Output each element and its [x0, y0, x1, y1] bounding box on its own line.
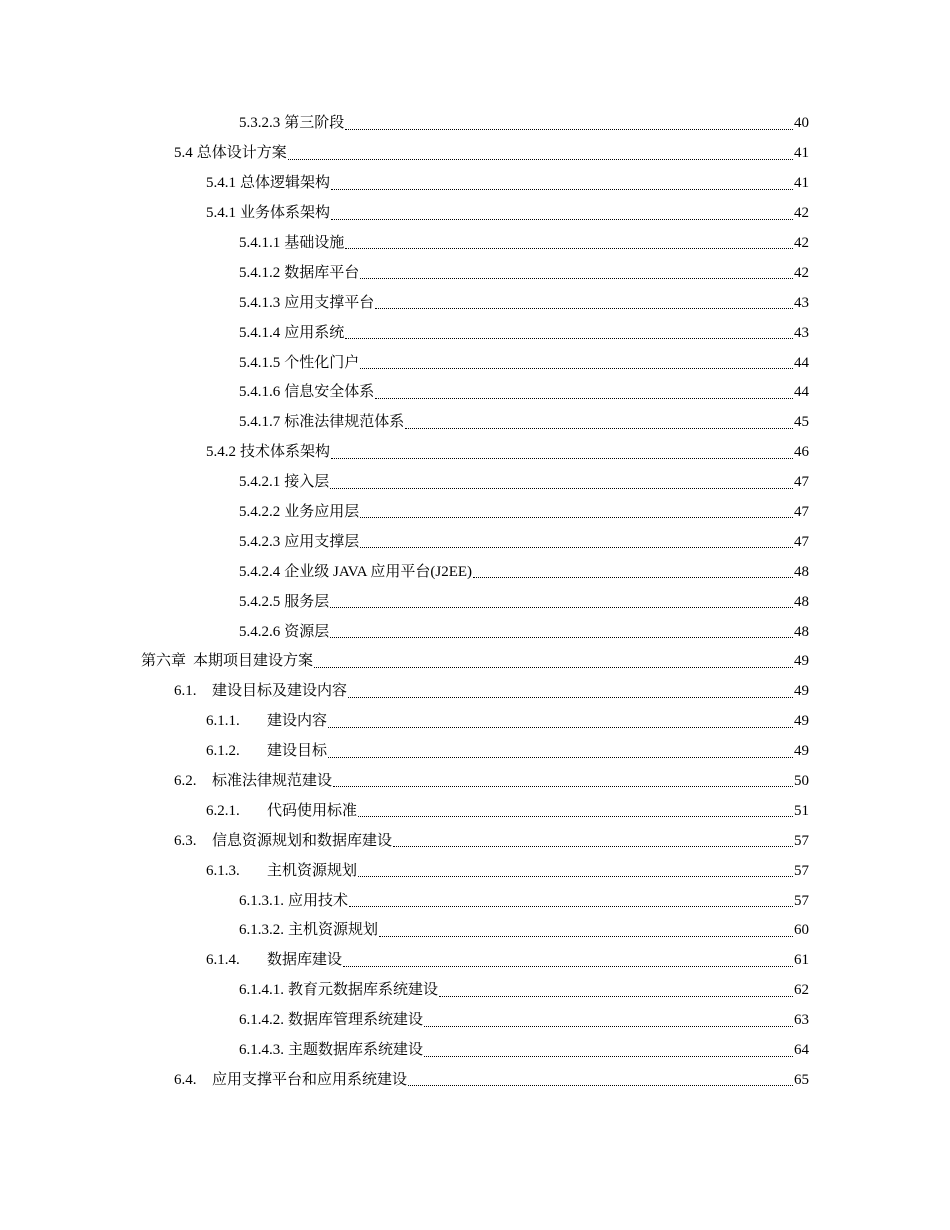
dot-leader [331, 218, 793, 220]
toc-entry-page-number: 49 [794, 743, 809, 760]
toc-entry-title: 应用系统 [284, 324, 345, 341]
toc-entry-page-number: 65 [794, 1071, 809, 1088]
toc-entry-title: 信息资源规划和数据库建设 [212, 832, 393, 849]
toc-entry[interactable] [0, 796, 950, 826]
toc-entry-title: 主机资源规划 [267, 862, 358, 879]
toc-entry[interactable] [0, 169, 950, 199]
toc-entry-page-number: 44 [794, 384, 809, 401]
toc-entry-title: 建设内容 [267, 713, 328, 730]
toc-entry-title: 数据库建设 [267, 952, 343, 969]
toc-entry-page-number: 57 [794, 892, 809, 909]
toc-entry-page-number: 42 [794, 264, 809, 281]
toc-entry-title: 标准法律规范建设 [212, 773, 333, 790]
dot-leader [348, 696, 793, 698]
toc-entry-title: 数据库管理系统建设 [288, 1012, 424, 1029]
dot-leader [379, 935, 793, 937]
toc-entry-number: 5.3.2.3 [239, 115, 281, 132]
dot-leader [424, 1055, 793, 1057]
toc-entry-number: 5.4.2.2 [239, 504, 281, 521]
toc-entry-number: 5.4.1.7 [239, 414, 281, 431]
toc-entry-title: 总体逻辑架构 [240, 175, 331, 192]
dot-leader [330, 636, 793, 638]
toc-entry-number: 5.4.1 [206, 205, 236, 222]
toc-entry-page-number: 43 [794, 324, 809, 341]
toc-entry-number: 5.4.1.6 [239, 384, 281, 401]
toc-entry[interactable] [0, 109, 950, 139]
toc-entry-title: 信息安全体系 [284, 384, 375, 401]
toc-entry-page-number: 44 [794, 354, 809, 371]
dot-leader [314, 666, 793, 668]
toc-entry-title: 总体设计方案 [196, 145, 287, 162]
toc-entry-title: 教育元数据库系统建设 [288, 982, 439, 999]
dot-leader [393, 845, 793, 847]
toc-entry-title: 资源层 [284, 623, 330, 640]
toc-entry-title: 技术体系架构 [240, 444, 331, 461]
toc-entry[interactable] [0, 767, 950, 797]
toc-entry-title: 业务应用层 [284, 504, 360, 521]
toc-entry[interactable] [0, 348, 950, 378]
toc-entry-number: 6.2. [174, 773, 197, 790]
toc-entry[interactable] [0, 946, 950, 976]
dot-leader [473, 576, 793, 578]
dot-leader [358, 875, 793, 877]
toc-entry-number: 5.4.2.4 [239, 563, 281, 580]
toc-entry-number: 5.4.2.1 [239, 474, 281, 491]
toc-entry[interactable] [0, 617, 950, 647]
toc-entry-number: 6.1.4.2. [239, 1012, 284, 1029]
toc-entry-page-number: 41 [794, 175, 809, 192]
toc-entry-page-number: 49 [794, 683, 809, 700]
toc-entry[interactable] [0, 1036, 950, 1066]
dot-leader [439, 995, 793, 997]
dot-leader [328, 756, 793, 758]
toc-entry[interactable] [0, 976, 950, 1006]
toc-entry-number: 5.4.1.1 [239, 235, 281, 251]
dot-leader [328, 726, 793, 728]
toc-entry-title: 业务体系架构 [240, 205, 331, 222]
toc-entry[interactable] [0, 438, 950, 468]
toc-entry-page-number: 42 [794, 235, 809, 251]
toc-entry-page-number: 64 [794, 1042, 809, 1059]
toc-entry[interactable] [0, 677, 950, 707]
toc-entry-title: 建设目标及建设内容 [212, 683, 348, 700]
toc-entry[interactable] [0, 468, 950, 498]
toc-entry-number: 6.3. [174, 832, 197, 849]
toc-entry-page-number: 40 [794, 115, 809, 132]
toc-entry-page-number: 57 [794, 832, 809, 849]
dot-leader [345, 247, 793, 249]
toc-entry-number: 6.1.4.1. [239, 982, 284, 999]
toc-entry-number: 5.4.2 [206, 444, 236, 461]
toc-entry-page-number: 43 [794, 294, 809, 311]
toc-entry-number: 第六章 [141, 653, 187, 670]
toc-entry-title: 服务层 [284, 593, 330, 610]
toc-entry-page-number: 63 [794, 1012, 809, 1029]
toc-entry[interactable] [0, 527, 950, 557]
toc-entry-number: 5.4.1.5 [239, 354, 281, 371]
toc-entry-title: 个性化门户 [284, 354, 360, 371]
toc-entry-number: 5.4.1.4 [239, 324, 281, 341]
toc-entry-page-number: 48 [794, 623, 809, 640]
toc-entry-title: 应用支撑平台和应用系统建设 [212, 1071, 408, 1088]
toc-entry-number: 5.4.2.6 [239, 623, 281, 640]
toc-entry-number: 6.2.1. [206, 802, 240, 819]
toc-entry-page-number: 47 [794, 533, 809, 550]
toc-entry-page-number: 50 [794, 773, 809, 790]
dot-leader [360, 516, 793, 518]
toc-entry-title: 标准法律规范体系 [284, 414, 405, 431]
toc-entry-page-number: 57 [794, 862, 809, 879]
toc-entry-title: 接入层 [284, 474, 330, 491]
toc-entry-title: 企业级 JAVA 应用平台(J2EE) [284, 563, 473, 580]
dot-leader [288, 158, 793, 160]
toc-entry[interactable] [0, 498, 950, 528]
toc-entry-number: 5.4.1.3 [239, 294, 281, 311]
toc-entry[interactable] [0, 557, 950, 587]
dot-leader [333, 785, 793, 787]
toc-entry-title: 建设目标 [267, 743, 328, 760]
dot-leader [405, 427, 793, 429]
toc-entry-number: 5.4 [174, 145, 193, 162]
toc-entry-title: 本期项目建设方案 [193, 653, 314, 670]
toc-entry-page-number: 51 [794, 802, 809, 819]
toc-entry[interactable] [0, 707, 950, 737]
toc-entry-page-number: 46 [794, 444, 809, 461]
toc-entry[interactable] [0, 1066, 950, 1096]
dot-leader [358, 815, 793, 817]
toc-entry-title: 数据库平台 [284, 264, 360, 281]
toc-entry-number: 5.4.2.3 [239, 533, 281, 550]
toc-entry-page-number: 48 [794, 563, 809, 580]
toc-entry-page-number: 47 [794, 504, 809, 521]
dot-leader [375, 397, 793, 399]
toc-entry-page-number: 60 [794, 922, 809, 939]
toc-entry-number: 6.4. [174, 1071, 197, 1088]
dot-leader [360, 546, 793, 548]
toc-entry-page-number: 62 [794, 982, 809, 999]
toc-entry[interactable] [0, 826, 950, 856]
toc-entry[interactable] [0, 886, 950, 916]
table-of-contents [0, 109, 950, 1095]
toc-entry[interactable] [0, 408, 950, 438]
toc-entry-number: 6.1.1. [206, 713, 240, 730]
toc-entry-number: 6.1.3.2. [239, 922, 284, 939]
toc-entry[interactable] [0, 229, 950, 259]
toc-entry-page-number: 49 [794, 713, 809, 730]
dot-leader [345, 128, 793, 130]
toc-entry-title: 应用支撑平台 [284, 294, 375, 311]
toc-entry-title: 应用技术 [288, 892, 349, 909]
toc-entry[interactable] [0, 199, 950, 229]
dot-leader [360, 367, 793, 369]
dot-leader [349, 905, 793, 907]
toc-entry-title: 主题数据库系统建设 [288, 1042, 424, 1059]
toc-entry-title: 第三阶段 [284, 115, 345, 132]
dot-leader [330, 606, 793, 608]
dot-leader [408, 1084, 793, 1086]
dot-leader [330, 487, 793, 489]
toc-entry-number: 5.4.1.2 [239, 264, 281, 281]
toc-entry[interactable] [0, 139, 950, 169]
toc-entry-page-number: 42 [794, 205, 809, 222]
toc-entry[interactable] [0, 288, 950, 318]
toc-entry-page-number: 61 [794, 952, 809, 969]
toc-entry-number: 6.1.2. [206, 743, 240, 760]
toc-entry-number: 5.4.1 [206, 175, 236, 192]
toc-entry[interactable] [0, 378, 950, 408]
toc-entry-number: 6.1.4. [206, 952, 240, 969]
toc-entry[interactable] [0, 916, 950, 946]
toc-entry-title: 代码使用标准 [267, 802, 358, 819]
toc-entry[interactable] [0, 587, 950, 617]
dot-leader [331, 188, 793, 190]
dot-leader [345, 337, 793, 339]
toc-entry-page-number: 47 [794, 474, 809, 491]
toc-entry[interactable] [0, 258, 950, 288]
dot-leader [360, 277, 793, 279]
dot-leader [343, 965, 793, 967]
toc-entry-page-number: 45 [794, 414, 809, 431]
toc-entry-number: 5.4.2.5 [239, 593, 281, 610]
toc-entry-title: 主机资源规划 [288, 922, 379, 939]
toc-entry-number: 6.1.4.3. [239, 1042, 284, 1059]
toc-entry-page-number: 48 [794, 593, 809, 610]
toc-entry-title: 基础设施 [284, 235, 345, 251]
toc-entry-number: 6.1.3. [206, 862, 240, 879]
toc-entry-number: 6.1.3.1. [239, 892, 284, 909]
toc-entry[interactable] [0, 856, 950, 886]
toc-entry[interactable] [0, 737, 950, 767]
toc-entry-page-number: 41 [794, 145, 809, 162]
toc-entry[interactable] [0, 318, 950, 348]
dot-leader [331, 457, 793, 459]
dot-leader [375, 307, 793, 309]
dot-leader [424, 1025, 793, 1027]
toc-entry-number: 6.1. [174, 683, 197, 700]
toc-entry-page-number: 49 [794, 653, 809, 670]
toc-entry-title: 应用支撑层 [284, 533, 360, 550]
toc-entry[interactable] [0, 1006, 950, 1036]
toc-entry[interactable] [0, 647, 950, 677]
